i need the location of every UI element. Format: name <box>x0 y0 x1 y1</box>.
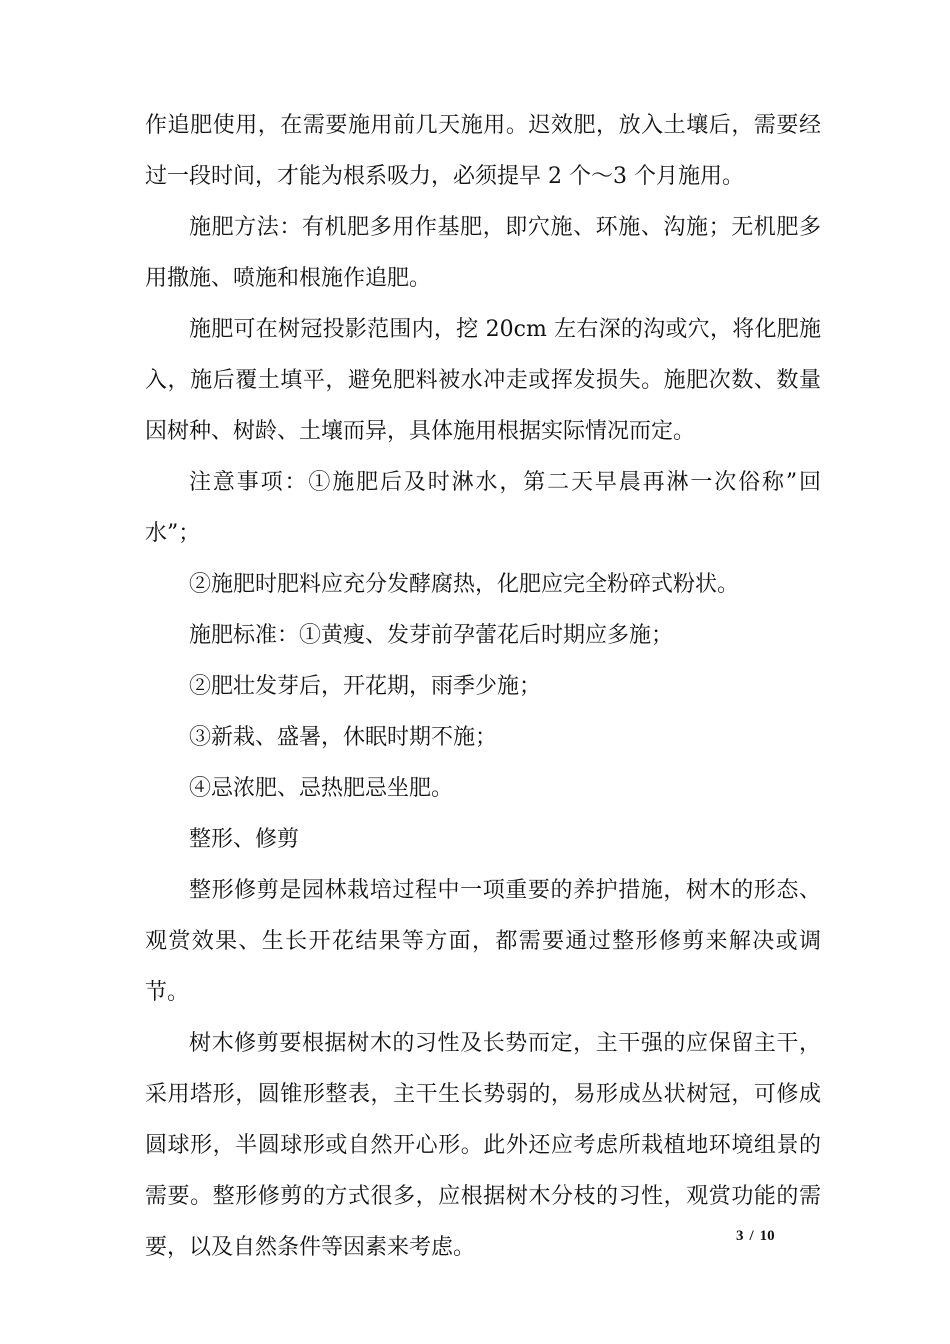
page-total: 10 <box>759 1228 775 1244</box>
paragraph: ④忌浓肥、忌热肥忌坐肥。 <box>189 776 454 801</box>
section-heading: 整形、修剪 <box>189 827 300 852</box>
paragraph: ②肥壮发芽后，开花期，雨季少施； <box>189 674 542 699</box>
paragraph: 注意事项：①施肥后及时淋水，第二天早晨再淋一次俗称”回水”； <box>145 470 821 546</box>
paragraph: 作追肥使用，在需要施用前几天施用。迟效肥，放入土壤后，需要经过一段时间，才能为根系吸力，必须提早 2 个～3 个月施用。 <box>145 113 821 189</box>
paragraph: 整形修剪是园林栽培过程中一项重要的养护措施，树木的形态、观赏效果、生长开花结果等方面，都需要通过整形修剪来解决或调节。 <box>145 878 821 1005</box>
document-body <box>145 100 821 1273</box>
paragraph: ③新栽、盛暑，休眠时期不施； <box>189 725 498 750</box>
paragraph: 树木修剪要根据树木的习性及长势而定，主干强的应保留主干，采用塔形，圆锥形整表，主干生长势弱的，易形成丛状树冠，可修成圆球形，半圆球形或自然开心形。此外还应考虑所栽植地环境组景的需要。整形修剪的方式很多，应根据树木分枝的习性，观赏功能的需要，以及自然条件等因素来考虑。 <box>145 1031 821 1260</box>
paragraph: 施肥方法：有机肥多用作基肥，即穴施、环施、沟施；无机肥多用撒施、喷施和根施作追肥。 <box>145 215 821 291</box>
paragraph: 施肥标准：①黄瘦、发芽前孕蕾花后时期应多施； <box>189 623 674 648</box>
paragraph: 施肥可在树冠投影范围内，挖 20cm 左右深的沟或穴，将化肥施入，施后覆土填平，避免肥料被水冲走或挥发损失。施肥次数、数量因树种、树龄、土壤而异，具体施用根据实际情况而定。 <box>145 317 821 444</box>
page-current: 3 <box>736 1228 744 1244</box>
page-separator: / <box>749 1228 754 1244</box>
page-number <box>736 1228 775 1245</box>
paragraph: ②施肥时肥料应充分发酵腐热，化肥应完全粉碎式粉状。 <box>189 572 740 597</box>
